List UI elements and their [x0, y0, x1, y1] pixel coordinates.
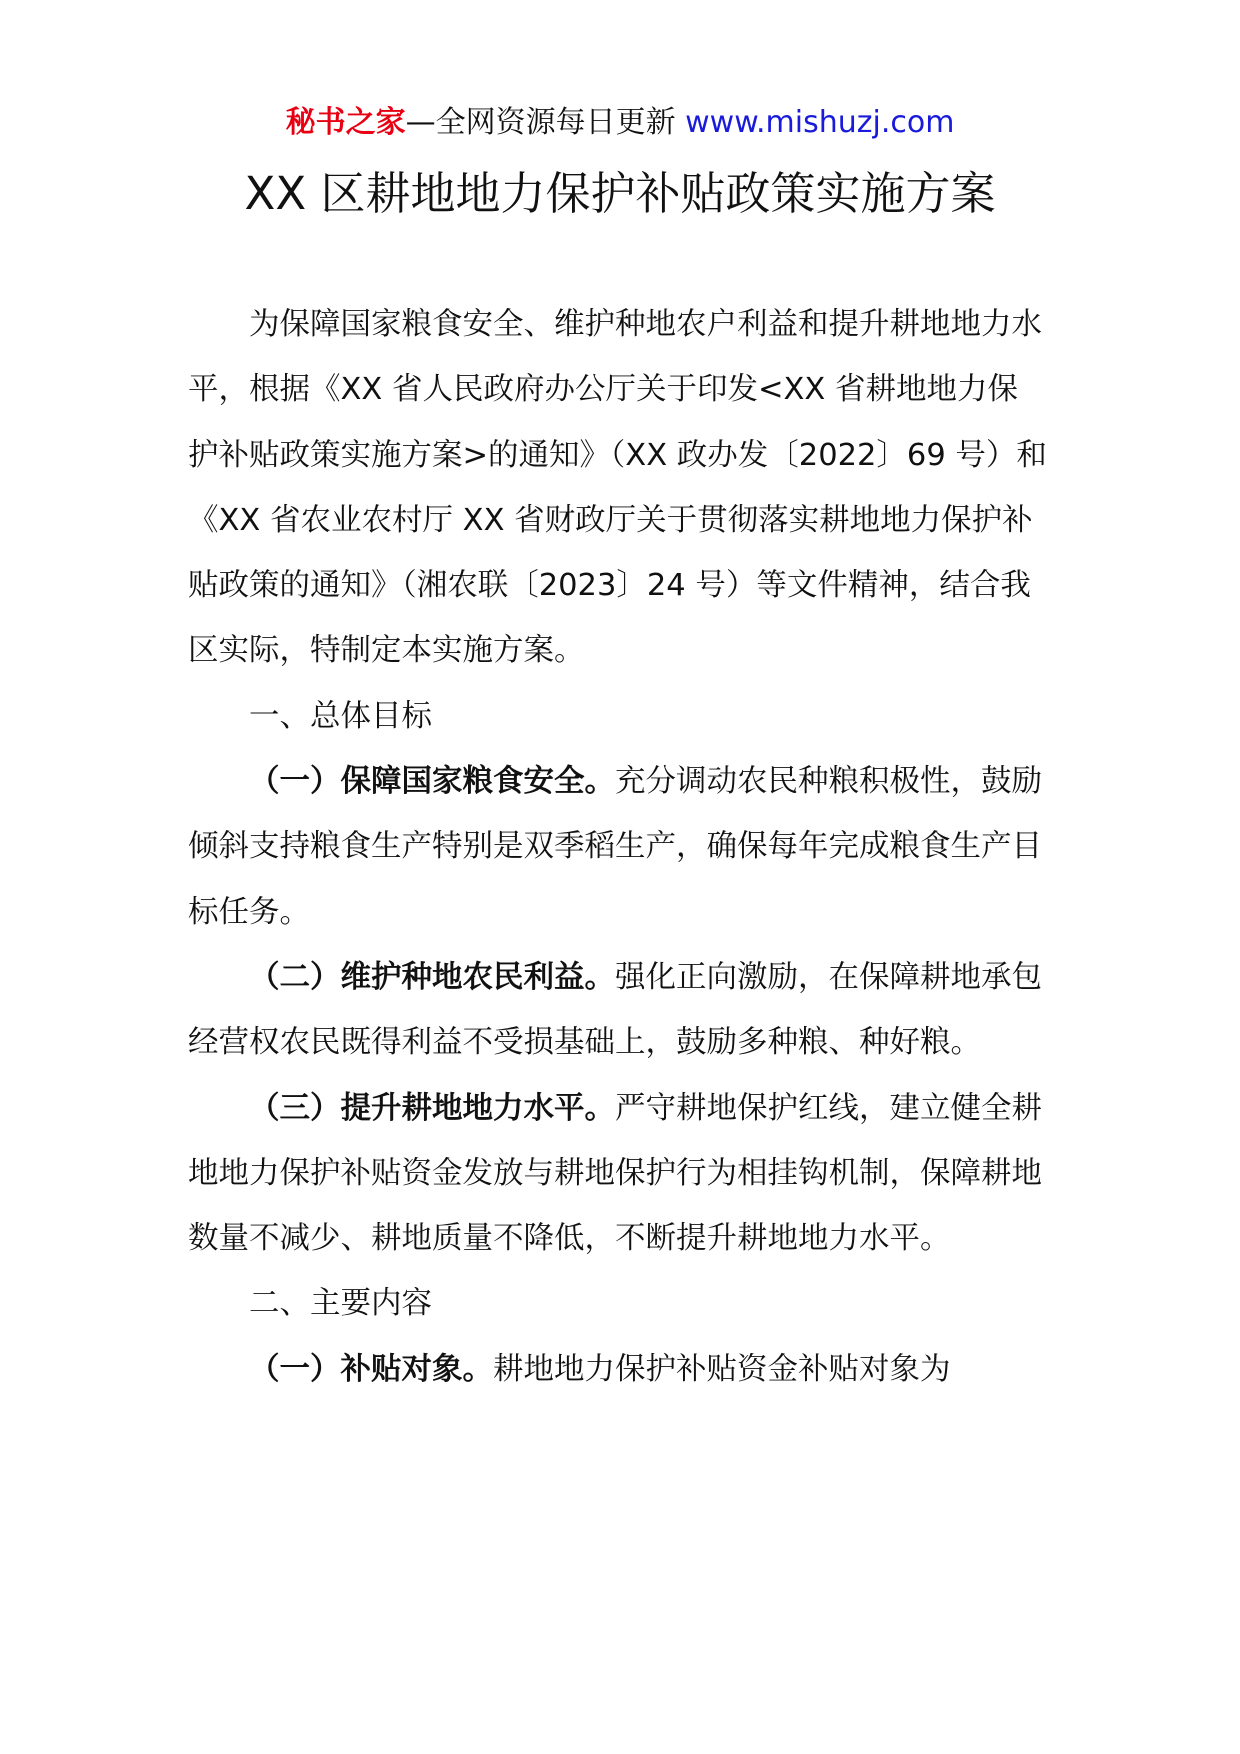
header-slogan: —全网资源每日更新 — [405, 105, 686, 140]
goal-1-text: 充分调动农民种粮积极性，鼓励倾斜支持粮食生产特别是双季稻生产，确保每年完成粮食生产目标任务。 — [188, 764, 1042, 930]
goal-2-text: 强化正向激励，在保障耕地承包经营权农民既得利益不受损基础上，鼓励多种粮、种好粮。 — [188, 959, 1042, 1061]
goal-paragraph-3 — [188, 1076, 1048, 1272]
goal-paragraph-1 — [188, 749, 1048, 945]
content-1-text: 耕地地力保护补贴资金补贴对象为 — [493, 1351, 951, 1387]
goal-3-lead: （三）提升耕地地力水平。 — [249, 1090, 615, 1126]
goal-1-lead: （一）保障国家粮食安全。 — [249, 764, 615, 800]
watermark-header — [0, 100, 1240, 146]
content-paragraph-1 — [188, 1337, 1048, 1402]
brand-name: 秘书之家 — [285, 105, 406, 140]
section-heading-goals: 一、总体目标 — [249, 698, 432, 734]
site-url-link[interactable]: www.mishuzj.com — [685, 105, 955, 140]
goal-2-lead: （二）维护种地农民利益。 — [249, 959, 615, 995]
section-heading-content: 二、主要内容 — [249, 1286, 432, 1322]
document-body — [188, 292, 1048, 1402]
document-title: XX 区耕地地力保护补贴政策实施方案 — [244, 167, 996, 220]
goal-3-text: 严守耕地保护红线，建立健全耕地地力保护补贴资金发放与耕地保护行为相挂钩机制，保障耕地数量不减少、耕地质量不降低，不断提升耕地地力水平。 — [188, 1090, 1042, 1257]
content-1-lead: （一）补贴对象。 — [249, 1351, 493, 1387]
intro-paragraph: 为保障国家粮食安全、维护种地农户利益和提升耕地地力水平，根据《XX 省人民政府办公厅关于印发<XX 省耕地地力保护补贴政策实施方案>的通知》（XX 政办发〔2022〕69 号）和《XX 省农业农村厅 XX 省财政厅关于贯彻落实耕地地力保护补贴政策的通知》（湘农联〔2023〕24 号）等文件精神，结合我区实际，特制定本实施方案。 — [188, 307, 1047, 669]
goal-paragraph-2 — [188, 945, 1048, 1076]
